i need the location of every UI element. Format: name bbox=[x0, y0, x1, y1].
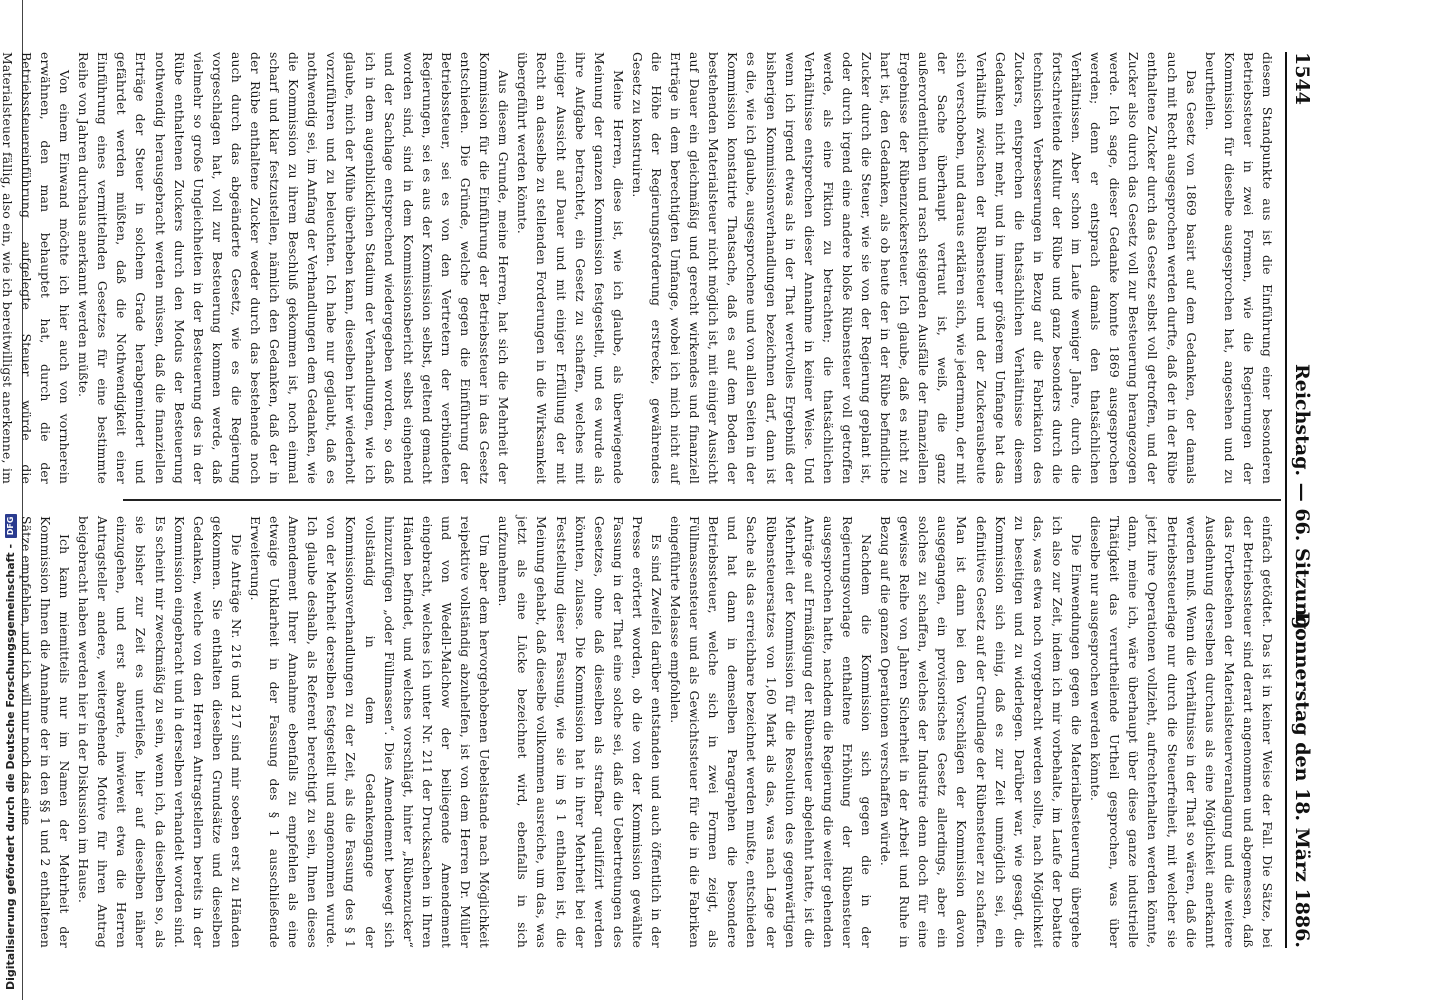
paragraph: Das Gesetz von 1869 basirt auf dem Gedanken, der damals auch mit Recht ausgesprochen werden durfte, daß der in der Rübe enthaltene Zucker durch das Gesetz selbst voll getroffen, und der Zucker also durch das Gesetz voll zur Besteuerung herangezogen werde. Ich sage, dieser Gedanke konnte 1869 ausgesprochen werden; denn er entsprach damals den thatsächlichen Verhältnissen. Aber schon im Laufe weniger Jahre, durch die fortschreitende Kultur der Rübe und ganz besonders durch die technischen Verbesserungen in Bezug auf die Fabrikation des Zuckers, entsprechen die thatsächlichen Verhältnisse diesem Gedanken nicht mehr, und in immer größerem Umfange hat das Verhältniß zwischen der Rübensteuer und der Zuckerausbeute sich verschoben, und daraus erklären sich, wie jedermann, der mit der Sache überhaupt vertraut ist, weiß, die ganz außerordentlichen und rasch steigenden Ausfälle der finanziellen Ergebnisse der Rübenzuckersteuer. Ich glaube, daß es nicht zu hart ist, den Gedanken, als ob heute der in der Rübe befindliche Zucker durch die Steuer, wie sie von der Regierung geplant ist, oder durch irgend eine andere bloße Rübensteuer voll getroffen werde, als eine Fiktion zu betrachten; die thatsächlichen Verhältnisse entsprechen dieser Annahme in keiner Weise. Und wenn ich irgend etwas als in der That wertvolles Ergebniß der bisherigen Kommissionsverhandlungen bezeichnen darf, dann ist es die, wie ich glaube, ausgesprochene und von allen Seiten in der Kommission konstatirte Thatsache, daß es auf dem Boden der bestehenden Materialsteuer nicht möglich ist, mit einiger Aussicht auf Dauer ein gleichmäßig und gerecht wirkendes und finanziell Erträge in dem berechtigten Umfange, wobei ich mich nicht auf die Höhe der Regierungsforderung erstrecke, gewährendes Gesetz zu konstruiren. bbox=[629, 52, 1199, 484]
paragraph: Es sind Zweifel darüber entstanden und auch öffentlich in der Presse erörtert worden, ob die von der Kommission gewählte Fassung in der That eine solche sei, daß die Uebertretungen des Gesetzes, ohne daß dieselben als strafbar qualifizirt werden könnten, zulasse. Die Kommission hat in ihrer Mehrheit bei der Feststellung dieser Fassung, wie sie im § 1 enthalten ist, die Meinung gehabt, daß dieselbe vollkommen ausreiche, um das, was jetzt als eine Lücke bezeichnet wird, ebenfalls in sich aufzunehmen. bbox=[496, 516, 664, 948]
paragraph: Meine Herren, diese ist, wie ich glaube, als überwiegende Meinung der ganzen Kommission festgestellt, und es wurde als ihre Aufgabe betrachtet, ein Gesetz zu schaffen, welches mit einiger Aussicht auf Dauer und mit einiger Erfüllung der mit Recht an dasselbe zu stellenden Forderungen in die Wirksamkeit übergeführt werden könnte. bbox=[515, 52, 626, 484]
paragraph: diesem Standpunkte aus ist die Einführung einer besonderen Betriebssteuer in zwei Formen, wie die Regierungen der Kommission für dieselbe ausgesprochen hat, angesehen und zu beurtheilen. bbox=[1202, 52, 1275, 484]
right-column bbox=[18, 516, 1277, 948]
left-column bbox=[0, 52, 1277, 484]
paragraph: Von einem Einwand möchte ich hier auch von vornherein erwähnen, den man behauptet hat, durch die der Betriebssteuereinführung aufgelegte Steuer würde die Materialsteuer fällig, also ein, wie ich bereitwilligst anerkenne, im bbox=[0, 52, 73, 484]
column-divider bbox=[123, 499, 1281, 501]
dfg-logo-icon: DFG bbox=[5, 514, 17, 538]
paragraph: Ich kann miemitteils nur im Namen der Mehrheit der Kommission Ihnen die Annahme der in den §§ 1 und 2 enthaltenen Sätze empfehlen, und ich will nur noch das eine bbox=[18, 516, 73, 948]
digitization-credit bbox=[4, 514, 17, 990]
header-title: Reichstag. — 66. Sitzung. bbox=[1291, 363, 1313, 637]
paragraph: einfach getödtet. Das ist in keiner Weise der Fall. Die Sätze, bei der Betriebssteuer sind derart angenommen und abgemessen, daß das Fortbestehen der Materialsteuerveranlagung und die weitere Ausdehnung derselben durchaus als eine Möglichkeit anerkannt werden muß. Wenn die Verhältnisse in der That so wären, daß die Betriebssteuerlage nur durch die Steuerfreiheit, mit welcher sie jetzt ihre Operationen vollzieht, aufrechterhalten werden könnte, dann, meine ich, wäre überhaupt über diese ganze industrielle Thätigkeit das verurtheilende Urtheil gesprochen, was über dieselbe nur ausgesprochen werden könnte. bbox=[1088, 516, 1275, 948]
credit-text: Digitalisierung gefördert durch die Deutsche Forschungsgemeinschaft - bbox=[4, 543, 17, 990]
page-number: 1544 bbox=[1291, 52, 1313, 105]
paragraph: Nachdem die Kommission sich gegen die in der Regierungsvorlage enthaltene Erhöhung der Rübensteuer ausgesprochen hatte, nachdem die Regierung die weiter gehenden Anträge auf Ermäßigung der Rübensteuer abgelehnt hatte, ist die Mehrheit der Kommission für die Resolution des gegenwärtigen Rübensteuersatzes von 1,60 Mark als das, was nach Lage der Sache als das erreichbare bezeichnet werden mußte, entschieden und hat dann in demselben Paragraphen die besondere Betriebssteuer, welche sich in zwei Formen zeigt, als Füllmassensteuer und als Gewichtssteuer für die in die Fabriken eingeführte Melasse empfohlen. bbox=[668, 516, 875, 948]
paragraph: Die Einwendungen gegen die Materialbesteuerung übergehe ich also zur Zeit, indem ich mir vorbehalte, im Laufe der Debatte das, was etwa noch vorgebracht werden sollte, nach Möglichkeit zu beseitigen und zu widerlegen. Darüber war, wie gesagt, die Kommission sich einig, daß es zur Zeit unmöglich sei, ein definitives Gesetz auf der Grundlage der Rübensteuer zu schaffen. Man ist dann bei den Vorschlägen der Kommission davon ausgegangen, ein provisorisches Gesetz allerdings, aber ein solches zu schaffen, welches der Industrie denn doch für eine gewisse Reihe von Jahren Sicherheit in der Arbeit und Ruhe in Bezug auf die ganzen Operationen verschaffen würde. bbox=[878, 516, 1085, 948]
header-date: Donnerstag den 18. März 1886. bbox=[1291, 611, 1313, 948]
paragraph: Um aber dem hervorgehobenen Uebelstande nach Möglichkeit reipektive vollständig abzuhelfen, ist von dem Herren Dr. Müller und von Wedell-Malchow der beiliegende Amendement eingebracht, welches ich unter Nr. 211 der Drucksachen in Ihren Händen befindet, und welches vorschlägt, hinter „Rübenzucker“ hinzuzufügen „oder Füllmassen“. Dies Amendement bewegt sich vollständig in dem Gedankengange der Kommissionsverhandlungen zu der Zeit, als die Fassung des § 1 von der Mehrheit derselben festgestellt und angenommen wurde. Ich glaube deshalb, als Referent berechtigt zu sein, Ihnen dieses Amendement Ihrer Annahme ebenfalls zu empfehlen als eine etwaige Unklarheit in der Fassung des § 1 ausschließende Erweiterung. bbox=[248, 516, 493, 948]
running-header bbox=[1285, 52, 1317, 948]
paragraph: Die Anträge Nr. 216 und 217 sind mir soeben erst zu Händen gekommen. Sie enthalten dieselben Grundsätze und dieselben Gedanken, welche von den Herren Antragstellern bereits in der Kommission eingebracht und in derselben verhandelt worden sind. Es scheint mir zweckmäßig zu sein, wenn ich, da dieselben so, als sie bisher zur Zeit es unterließe, hier auf dieselben näher einzugehen, und erst abwarte, inwieweit etwa die Herren Antragsteller andere, weitergehende Motive für ihren Antrag beigebracht haben werden hier in der Diskussion im Hause. bbox=[76, 516, 244, 948]
paragraph: Aus diesem Grunde, meine Herren, hat sich die Mehrheit der Kommission für die Einführung der Betriebssteuer in das Gesetz entschieden. Die Gründe, welche gegen die Einführung der Betriebssteuer, sei es von den Vertretern der verbündeten Regierungen, sei es aus der Kommission selbst, geltend gemacht worden sind, sind in dem Kommissionsbericht selbst eingehend und der Sachlage entsprechend wiedergegeben worden, so daß ich in dem augenblicklichen Stadium der Verhandlungen, wie ich glaube, mich der Mühe überheben kann, dieselben hier wiederholt vorzuführen und zu beleuchten. Ich habe nur geglaubt, daß es nothwendig sei, im Anfang der Verhandlungen dem Gedanken, wie die Kommission zu ihrem Beschluß gekommen ist, noch einmal scharf und klar festzustellen, nämlich den Gedanken, daß der in der Rübe enthaltene Zucker weder durch das bestehende noch auch durch das abgeänderte Gesetz, wie es die Regierung vorgeschlagen hat, voll zur Besteuerung kommen werde, daß vielmehr so große Ungleichheiten in der Besteuerung des in der Rübe enthaltenen Zuckers durch den Modus der Besteuerung nothwendig herausgebracht werden müssen, daß die finanziellen Erträge der Steuer in solchem Grade herabgemindert und gefährdet werden müßten, daß die Nothwendigkeit einer Einführung eines vermittelnden Gesetzes für eine bestimmte Reihe von Jahren durchaus anerkannt werden müßte. bbox=[76, 52, 512, 484]
